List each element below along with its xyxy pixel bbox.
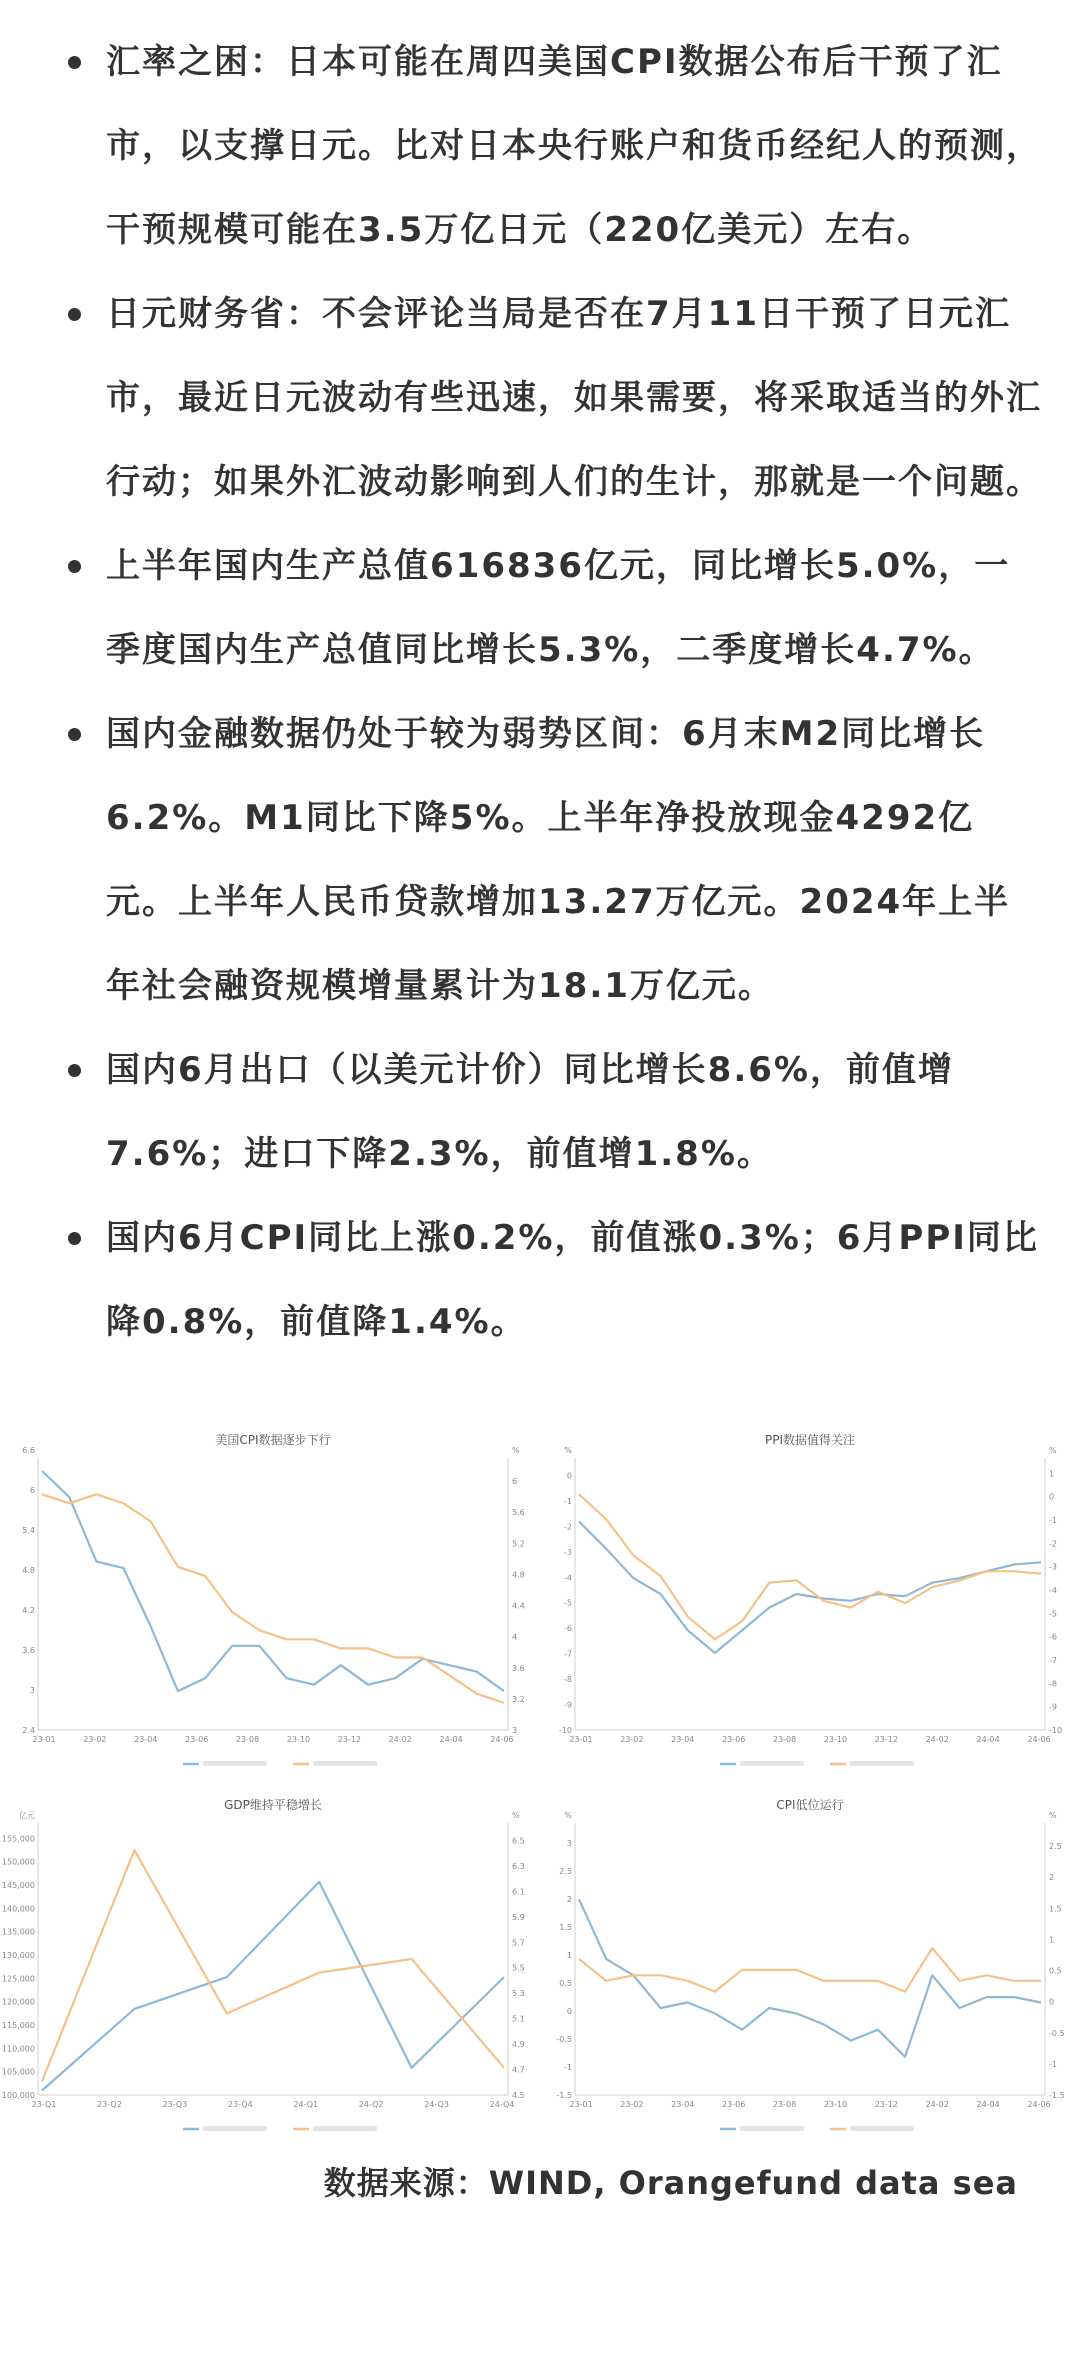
y-tick-label-right: 4.5: [512, 2091, 525, 2100]
y-tick-label-right: -3: [1049, 1562, 1057, 1572]
y-tick-label-right: -7: [1049, 1656, 1057, 1665]
bullet-item: [0, 1028, 1080, 1196]
bullet-dot: [68, 1232, 81, 1245]
y-tick-label-right: 5.6: [512, 1508, 525, 1518]
bullet-item: [0, 692, 1080, 1028]
x-tick-label: 24-Q2: [358, 2100, 384, 2109]
x-tick-label: 23-08: [772, 1735, 797, 1744]
bullet-item: [0, 524, 1080, 692]
y-tick-label-left: 4.8: [22, 1566, 35, 1575]
y-tick-label-left: 3: [566, 1839, 572, 1848]
chart-title: CPI低位运行: [776, 1798, 844, 1812]
chart-gdp: [1, 1795, 538, 2145]
bullet-dot: [68, 728, 81, 741]
y-tick-label-left: -5: [564, 1598, 572, 1608]
y-tick-label-right: -1.5: [1049, 2091, 1065, 2100]
bullet-text: 汇率之困：日本可能在周四美国CPI数据公布后干预了汇市，以支撑日元。比对日本央行账户和货币经纪人的预测，干预规模可能在3.5万亿日元（220亿美元）左右。: [106, 42, 1042, 250]
y-tick-label-left: 125,000: [1, 1974, 35, 1984]
legend-label-placeholder: [313, 1761, 377, 1766]
y-tick-label-right: -10: [1049, 1726, 1063, 1735]
y-tick-label-right: 6: [512, 1477, 518, 1487]
y-tick-label-left: -2: [564, 1522, 572, 1532]
y-tick-label-left: 3.6: [22, 1646, 35, 1655]
y-tick-label-right: 3.6: [512, 1663, 525, 1673]
y-tick-label-right: 1.5: [1049, 1904, 1062, 1914]
y-tick-label-right: 6.1: [512, 1887, 525, 1897]
x-tick-label: 23-Q1: [31, 2100, 57, 2109]
chart-grid: [0, 1430, 1080, 2150]
x-tick-label: 24-Q4: [489, 2100, 515, 2109]
y-tick-label-left: 2.5: [559, 1867, 572, 1876]
x-tick-label: 23-12: [337, 1735, 361, 1744]
bullet-dot: [68, 560, 81, 573]
y-tick-label-left: 0: [566, 2007, 572, 2016]
x-tick-label: 24-04: [439, 1735, 463, 1744]
x-tick-label: 23-04: [671, 1735, 695, 1744]
y-tick-label-left: 5.4: [22, 1526, 35, 1535]
y-tick-label-right: %: [512, 1811, 520, 1820]
x-tick-label: 24-06: [1027, 1735, 1051, 1744]
y-tick-label-left: %: [564, 1811, 572, 1820]
x-tick-label: 23-10: [823, 2100, 848, 2109]
x-tick-label: 23-06: [185, 1735, 209, 1744]
bullet-dot: [68, 56, 81, 69]
y-tick-label-right: 6.3: [512, 1861, 525, 1871]
bullet-list: [0, 20, 1080, 1364]
bullet-item: [0, 20, 1080, 272]
y-tick-label-right: %: [512, 1446, 520, 1455]
x-tick-label: 24-04: [976, 1735, 1000, 1744]
chart-title: GDP维持平稳增长: [224, 1798, 322, 1812]
x-tick-label: 23-06: [722, 2100, 746, 2109]
y-tick-label-left: 6.6: [22, 1446, 35, 1455]
y-tick-label-right: 1: [1049, 1469, 1055, 1479]
y-tick-label-left: 130,000: [1, 1951, 35, 1960]
y-tick-label-left: -10: [558, 1726, 572, 1735]
x-tick-label: 23-08: [235, 1735, 260, 1744]
y-tick-label-left: -3: [564, 1547, 572, 1557]
y-tick-label-left: 3: [29, 1686, 35, 1695]
x-tick-label: 24-06: [490, 1735, 514, 1744]
bullet-text: 日元财务省：不会评论当局是否在7月11日干预了日元汇市，最近日元波动有些迅速，如果需要，将采取适当的外汇行动；如果外汇波动影响到人们的生计，那就是一个问题。: [106, 294, 1042, 502]
y-tick-label-left: 1: [566, 1951, 572, 1960]
y-tick-label-right: 4: [512, 1632, 518, 1642]
y-tick-label-right: -6: [1049, 1632, 1057, 1642]
y-tick-label-right: -0.5: [1049, 2028, 1065, 2038]
y-tick-label-right: 5.2: [512, 1539, 525, 1549]
chart-title: PPI数据值得关注: [764, 1433, 856, 1447]
x-tick-label: 23-Q2: [97, 2100, 122, 2109]
y-tick-label-right: 4.4: [512, 1601, 525, 1611]
bullet-text: 国内6月出口（以美元计价）同比增长8.6%，前值增7.6%；进口下降2.3%，前值增1.8%。: [106, 1050, 954, 1174]
y-tick-label-right: 4.7: [512, 2065, 525, 2075]
y-tick-label-right: -1: [1049, 1516, 1057, 1525]
y-tick-label-left: -1: [564, 2063, 572, 2072]
y-tick-label-right: 5.9: [512, 1912, 525, 1922]
series-line-2: [579, 1494, 1041, 1639]
y-tick-label-left: 155,000: [1, 1834, 35, 1844]
y-tick-label-right: 2: [1049, 1873, 1055, 1883]
y-tick-label-left: -8: [564, 1675, 572, 1685]
y-tick-label-left: -6: [564, 1624, 572, 1634]
y-tick-label-right: 0: [1049, 1492, 1055, 1502]
chart-svg: [545, 1795, 1075, 2145]
y-tick-label-left: -1.5: [556, 2091, 572, 2100]
y-tick-label-right: -4: [1049, 1586, 1057, 1595]
chart-svg: [8, 1430, 538, 1780]
y-tick-label-left: %: [564, 1446, 572, 1455]
x-tick-label: 23-04: [134, 1735, 158, 1744]
series-line-2: [42, 1850, 504, 2081]
x-tick-label: 23-08: [772, 2100, 797, 2109]
x-tick-label: 23-02: [620, 2100, 644, 2109]
y-tick-label-right: 5.3: [512, 1989, 525, 1999]
y-tick-label-left: 6: [29, 1486, 35, 1495]
y-tick-label-right: 5.5: [512, 1963, 525, 1973]
bullet-text: 国内金融数据仍处于较为弱势区间：6月末M2同比增长6.2%。M1同比下降5%。上半年净投放现金4292亿元。上半年人民币贷款增加13.27万亿元。2024年上半年社会融资规模增量累计为18.1万亿元。: [106, 714, 1011, 1006]
y-tick-label-left: 150,000: [1, 1857, 35, 1867]
bullet-dot: [68, 308, 81, 321]
x-tick-label: 23-04: [671, 2100, 695, 2109]
y-tick-label-right: 6.5: [512, 1836, 525, 1846]
y-tick-label-right: %: [1049, 1446, 1057, 1455]
y-tick-label-left: 135,000: [1, 1927, 35, 1937]
series-line-1: [579, 1522, 1041, 1653]
x-tick-label: 24-Q3: [424, 2100, 449, 2109]
series-line-1: [42, 1471, 504, 1691]
y-tick-label-left: 1.5: [559, 1923, 572, 1932]
y-tick-label-left: 100,000: [1, 2091, 35, 2100]
x-tick-label: 24-Q1: [293, 2100, 319, 2109]
y-tick-label-left: 0: [566, 1471, 572, 1481]
bullet-text: 国内6月CPI同比上涨0.2%，前值涨0.3%；6月PPI同比降0.8%，前值降1.4%。: [106, 1218, 1039, 1342]
legend-label-placeholder: [850, 2126, 914, 2131]
legend-label-placeholder: [740, 1761, 804, 1766]
chart-title: 美国CPI数据逐步下行: [215, 1433, 331, 1447]
y-tick-label-left: 115,000: [1, 2021, 35, 2030]
chart-svg: [1, 1795, 538, 2145]
chart-svg: [545, 1430, 1075, 1780]
y-tick-label-right: -9: [1049, 1702, 1057, 1712]
y-tick-label-left: 亿元: [19, 1811, 35, 1820]
x-tick-label: 23-10: [823, 1735, 848, 1744]
x-tick-label: 23-12: [874, 2100, 898, 2109]
chart-ppi: [545, 1430, 1075, 1780]
y-tick-label-right: 4.9: [512, 2040, 525, 2050]
x-tick-label: 23-12: [874, 1735, 898, 1744]
series-line-2: [42, 1494, 504, 1703]
y-tick-label-right: 5.7: [512, 1938, 525, 1948]
chart-cpi: [545, 1795, 1075, 2145]
legend-label-placeholder: [740, 2126, 804, 2131]
y-tick-label-right: %: [1049, 1811, 1057, 1820]
x-tick-label: 23-02: [83, 1735, 107, 1744]
y-tick-label-left: -4: [564, 1573, 572, 1583]
x-tick-label: 23-Q4: [227, 2100, 253, 2109]
y-tick-label-left: 105,000: [1, 2067, 35, 2077]
y-tick-label-right: 5.1: [512, 2014, 525, 2024]
legend-label-placeholder: [203, 1761, 267, 1766]
series-line-2: [579, 1948, 1041, 1992]
y-tick-label-left: 4.2: [22, 1606, 35, 1615]
x-tick-label: 24-02: [925, 2100, 949, 2109]
chart-us-cpi: [8, 1430, 538, 1780]
x-tick-label: 23-10: [286, 1735, 311, 1744]
y-tick-label-left: 110,000: [1, 2044, 35, 2054]
legend-label-placeholder: [313, 2126, 377, 2131]
x-tick-label: 23-Q3: [162, 2100, 188, 2109]
x-tick-label: 23-01: [32, 1735, 56, 1744]
y-tick-label-left: 0.5: [559, 1979, 572, 1988]
y-tick-label-left: -9: [564, 1700, 572, 1710]
y-tick-label-right: -5: [1049, 1609, 1057, 1619]
x-tick-label: 24-02: [925, 1735, 949, 1744]
y-tick-label-right: 1: [1049, 1935, 1055, 1945]
bullet-text: 上半年国内生产总值616836亿元，同比增长5.0%，一季度国内生产总值同比增长5.3%，二季度增长4.7%。: [106, 546, 1011, 670]
y-tick-label-right: -1: [1049, 2059, 1057, 2069]
y-tick-label-right: 0.5: [1049, 1966, 1062, 1976]
x-tick-label: 23-02: [620, 1735, 644, 1744]
bullet-item: [0, 1196, 1080, 1364]
y-tick-label-right: 4.8: [512, 1570, 525, 1580]
y-tick-label-right: 2.5: [1049, 1842, 1062, 1852]
y-tick-label-left: 120,000: [1, 1997, 35, 2007]
data-source-note: 数据来源：WIND, Orangefund data sea: [323, 2164, 1018, 2202]
legend-label-placeholder: [850, 1761, 914, 1766]
x-tick-label: 23-01: [569, 1735, 593, 1744]
y-tick-label-right: 3: [512, 1726, 518, 1735]
x-tick-label: 23-06: [722, 1735, 746, 1744]
y-tick-label-left: 140,000: [1, 1904, 35, 1914]
y-tick-label-left: 145,000: [1, 1881, 35, 1890]
bullet-dot: [68, 1064, 81, 1077]
y-tick-label-right: 3.2: [512, 1694, 525, 1704]
y-tick-label-left: -1: [564, 1496, 572, 1506]
x-tick-label: 24-04: [976, 2100, 1000, 2109]
y-tick-label-left: -0.5: [556, 2035, 572, 2044]
x-tick-label: 23-01: [569, 2100, 593, 2109]
legend-label-placeholder: [203, 2126, 267, 2131]
bullet-item: [0, 272, 1080, 524]
x-tick-label: 24-06: [1027, 2100, 1051, 2109]
y-tick-label-right: 0: [1049, 1997, 1055, 2007]
y-tick-label-left: 2.4: [22, 1726, 35, 1735]
y-tick-label-left: -7: [564, 1649, 572, 1659]
y-tick-label-right: -2: [1049, 1539, 1057, 1549]
y-tick-label-left: 2: [566, 1895, 572, 1904]
x-tick-label: 24-02: [388, 1735, 412, 1744]
y-tick-label-right: -8: [1049, 1679, 1057, 1689]
